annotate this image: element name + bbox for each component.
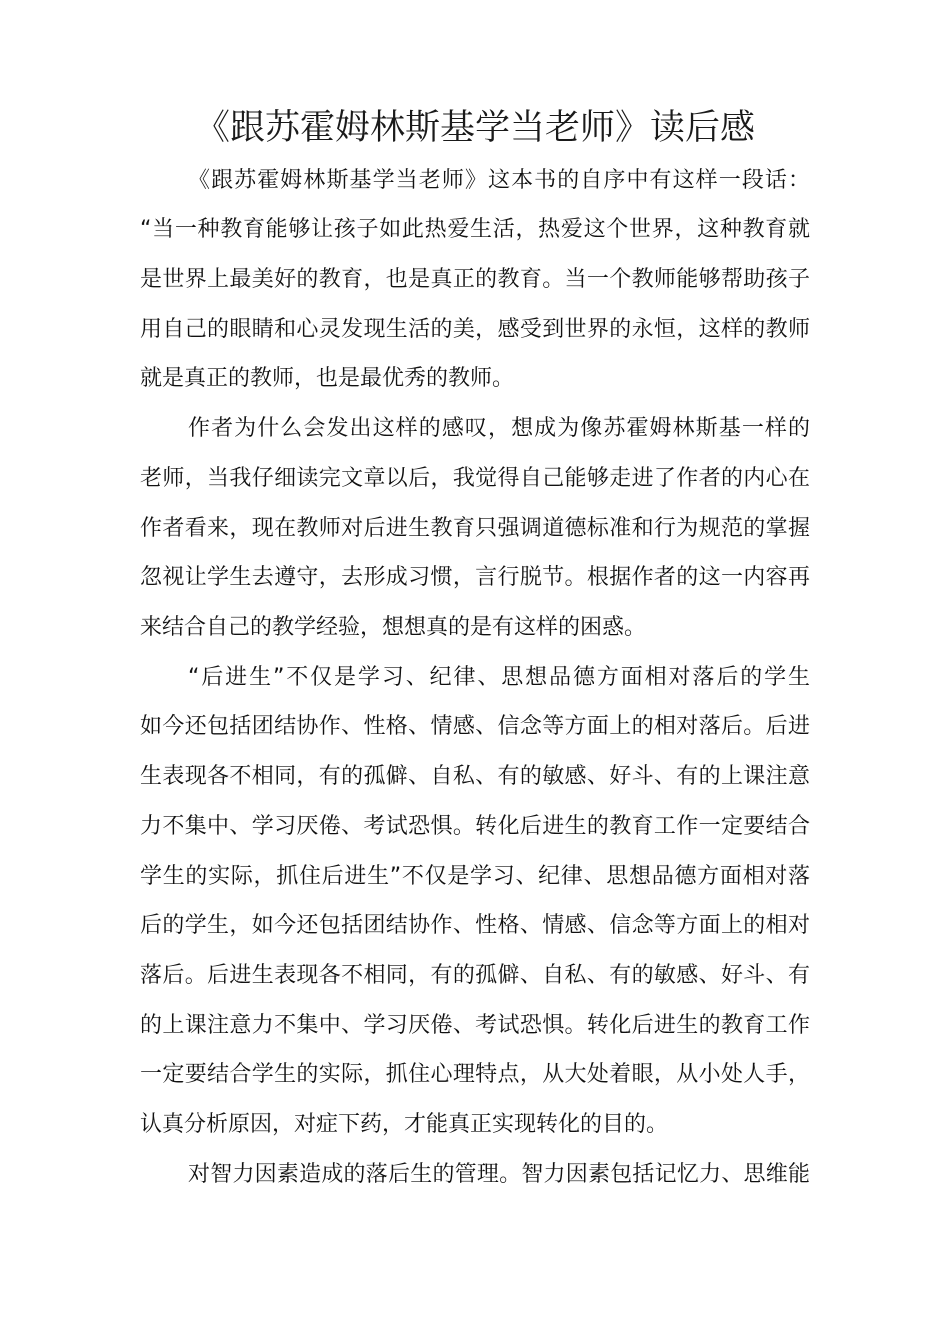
text-line: 《跟苏霍姆林斯基学当老师》这本书的自序中有这样一段话： bbox=[188, 168, 810, 193]
text-line: 忽视让学生去遵守，去形成习惯，言行脱节。根据作者的这一内容再 bbox=[140, 565, 810, 590]
text-line: 后的学生，如今还包括团结协作、性格、情感、信念等方面上的相对 bbox=[140, 913, 810, 938]
text-line: 生表现各不相同，有的孤僻、自私、有的敏感、好斗、有的上课注意 bbox=[140, 764, 810, 789]
text-line: 对智力因素造成的落后生的管理。智力因素包括记忆力、思维能 bbox=[188, 1162, 810, 1187]
text-line: “后进生”不仅是学习、纪律、思想品德方面相对落后的学生 bbox=[188, 665, 810, 690]
text-line: 老师，当我仔细读完文章以后，我觉得自己能够走进了作者的内心在 bbox=[140, 466, 810, 491]
text-line: 一定要结合学生的实际，抓住心理特点，从大处着眼，从小处人手， bbox=[140, 1062, 810, 1087]
text-line: 作者为什么会发出这样的感叹，想成为像苏霍姆林斯基一样的 bbox=[188, 416, 810, 441]
text-line: 用自己的眼睛和心灵发现生活的美，感受到世界的永恒，这样的教师 bbox=[140, 317, 810, 342]
text-line: 的上课注意力不集中、学习厌倦、考试恐惧。转化后进生的教育工作 bbox=[140, 1013, 810, 1038]
text-line: 学生的实际，抓住后进生”不仅是学习、纪律、思想品德方面相对落 bbox=[140, 864, 810, 889]
text-line: “当一种教育能够让孩子如此热爱生活，热爱这个世界，这种教育就 bbox=[140, 217, 810, 242]
document-title: 《跟苏霍姆林斯基学当老师》读后感 bbox=[194, 108, 755, 148]
text-line: 落后。后进生表现各不相同，有的孤僻、自私、有的敏感、好斗、有 bbox=[140, 963, 810, 988]
text-line: 认真分析原因，对症下药，才能真正实现转化的目的。 bbox=[140, 1112, 669, 1137]
text-line: 力不集中、学习厌倦、考试恐惧。转化后进生的教育工作一定要结合 bbox=[140, 814, 810, 839]
text-line: 就是真正的教师，也是最优秀的教师。 bbox=[140, 366, 515, 391]
text-line: 来结合自己的教学经验，想想真的是有这样的困惑。 bbox=[140, 615, 647, 640]
text-line: 如今还包括团结协作、性格、情感、信念等方面上的相对落后。后进 bbox=[140, 714, 810, 739]
text-line: 是世界上最美好的教育，也是真正的教育。当一个教师能够帮助孩子 bbox=[140, 267, 810, 292]
text-line: 作者看来，现在教师对后进生教育只强调道德标准和行为规范的掌握 bbox=[140, 516, 810, 541]
